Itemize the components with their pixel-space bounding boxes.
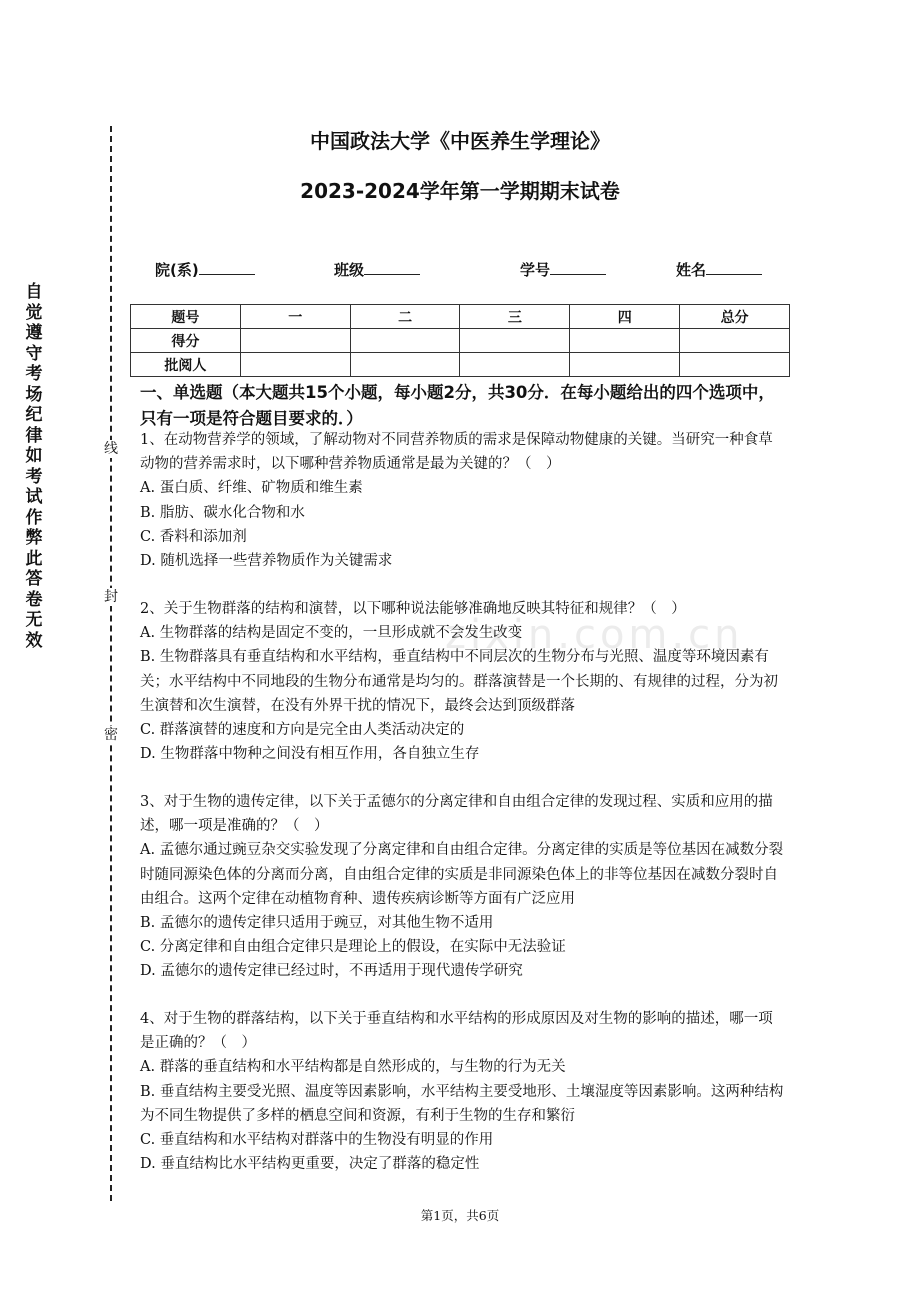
student-id-blank[interactable] — [550, 260, 606, 275]
option-a[interactable]: A. 孟德尔通过豌豆杂交实验发现了分离定律和自由组合定律。分离定律的实质是等位基因在减数分裂时随同源染色体的分离而分离，自由组合定律的实质是非同源染色体上的非等位基因在减数分裂时自由组合。这两个定律在动植物育种、遗传疾病诊断等方面有广泛应用 — [140, 842, 784, 907]
score-table-header-row — [131, 305, 790, 329]
section-heading: 一、单选题（本大题共15个小题，每小题2分，共30分．在每小题给出的四个选项中，只有一项是符合题目要求的．） — [140, 383, 775, 428]
score-table-header-cell: 二 — [350, 305, 460, 329]
student-id-field[interactable] — [520, 259, 606, 280]
grader-cell[interactable] — [570, 353, 680, 377]
score-cell[interactable] — [680, 329, 790, 353]
college-label: 院(系) — [155, 261, 199, 279]
binding-dashed-line — [110, 126, 112, 1201]
score-table-header-cell: 题号 — [131, 305, 241, 329]
option-c[interactable]: C. 垂直结构和水平结构对群落中的生物没有明显的作用 — [140, 1132, 494, 1149]
score-table-header-cell: 总分 — [680, 305, 790, 329]
college-blank[interactable] — [199, 260, 255, 275]
grader-cell[interactable] — [350, 353, 460, 377]
score-cell[interactable] — [350, 329, 460, 353]
college-field[interactable] — [155, 259, 255, 280]
option-a[interactable]: A. 群落的垂直结构和水平结构都是自然形成的，与生物的行为无关 — [140, 1059, 566, 1076]
option-c[interactable]: C. 群落演替的速度和方向是完全由人类活动决定的 — [140, 722, 465, 739]
question-stem: 2、关于生物群落的结构和演替，以下哪种说法能够准确地反映其特征和规律？（ ） — [140, 601, 686, 617]
name-field[interactable] — [676, 259, 762, 280]
binding-char-seal: 封 — [104, 589, 118, 605]
watermark: zixin.com.cn — [445, 612, 744, 658]
option-b[interactable]: B. 生物群落具有垂直结构和水平结构，垂直结构中不同层次的生物分布与光照、温度等环境因素有关；水平结构中不同地段的生物分布通常是均匀的。群落演替是一个长期的、有规律的过程，分为初生演替和次生演替，在没有外界干扰的情况下，最终会达到顶级群落 — [140, 649, 778, 714]
class-field[interactable] — [334, 259, 420, 280]
question-1 — [140, 428, 785, 573]
binding-char-secret: 密 — [104, 727, 118, 743]
option-a[interactable]: A. 蛋白质、纤维、矿物质和维生素 — [140, 480, 363, 497]
score-cell[interactable] — [570, 329, 680, 353]
question-stem: 4、对于生物的群落结构，以下关于垂直结构和水平结构的形成原因及对生物的影响的描述，哪一项是正确的？（ ） — [140, 1011, 773, 1052]
option-d[interactable]: D. 生物群落中物种之间没有相互作用，各自独立生存 — [140, 746, 480, 763]
grader-cell[interactable] — [460, 353, 570, 377]
exam-title-university: 中国政法大学《中医养生学理论》 — [310, 129, 610, 153]
question-2 — [140, 597, 785, 766]
score-cell[interactable] — [460, 329, 570, 353]
option-d[interactable]: D. 随机选择一些营养物质作为关键需求 — [140, 553, 393, 570]
option-d[interactable]: D. 垂直结构比水平结构更重要，决定了群落的稳定性 — [140, 1156, 480, 1173]
score-row — [131, 329, 790, 353]
question-stem: 1、在动物营养学的领域，了解动物对不同营养物质的需求是保障动物健康的关键。当研究一种食草动物的营养需求时，以下哪种营养物质通常是最为关键的？（ ） — [140, 432, 773, 473]
class-label: 班级 — [334, 261, 365, 279]
option-b[interactable]: B. 孟德尔的遗传定律只适用于豌豆，对其他生物不适用 — [140, 915, 494, 932]
score-row-label: 得分 — [131, 329, 241, 353]
score-table-header-cell: 三 — [460, 305, 570, 329]
exam-discipline-notice: 自觉遵守考场纪律如考试作弊此答卷无效 — [25, 282, 43, 651]
grader-row — [131, 353, 790, 377]
name-blank[interactable] — [706, 260, 762, 275]
page-number: 第1页，共6页 — [420, 1208, 500, 1223]
option-a[interactable]: A. 生物群落的结构是固定不变的，一旦形成就不会发生改变 — [140, 625, 523, 642]
question-4 — [140, 1007, 785, 1176]
option-c[interactable]: C. 香料和添加剂 — [140, 528, 247, 545]
option-b[interactable]: B. 脂肪、碳水化合物和水 — [140, 504, 305, 521]
exam-title-term: 2023-2024学年第一学期期末试卷 — [300, 179, 620, 203]
grader-cell[interactable] — [240, 353, 350, 377]
score-table — [130, 304, 790, 377]
class-blank[interactable] — [364, 260, 420, 275]
score-cell[interactable] — [240, 329, 350, 353]
grader-row-label: 批阅人 — [131, 353, 241, 377]
score-table-header-cell: 四 — [570, 305, 680, 329]
question-3 — [140, 790, 785, 984]
option-d[interactable]: D. 孟德尔的遗传定律已经过时，不再适用于现代遗传学研究 — [140, 963, 523, 980]
question-stem: 3、对于生物的遗传定律，以下关于孟德尔的分离定律和自由组合定律的发现过程、实质和应用的描述，哪一项是准确的？（ ） — [140, 794, 773, 835]
name-label: 姓名 — [676, 261, 707, 279]
grader-cell[interactable] — [680, 353, 790, 377]
binding-char-line: 线 — [104, 441, 118, 457]
option-c[interactable]: C. 分离定律和自由组合定律只是理论上的假设，在实际中无法验证 — [140, 939, 566, 956]
student-id-label: 学号 — [520, 261, 551, 279]
option-b[interactable]: B. 垂直结构主要受光照、温度等因素影响，水平结构主要受地形、土壤湿度等因素影响。这两种结构为不同生物提供了多样的栖息空间和资源，有利于生物的生存和繁衍 — [140, 1083, 784, 1124]
score-table-header-cell: 一 — [240, 305, 350, 329]
